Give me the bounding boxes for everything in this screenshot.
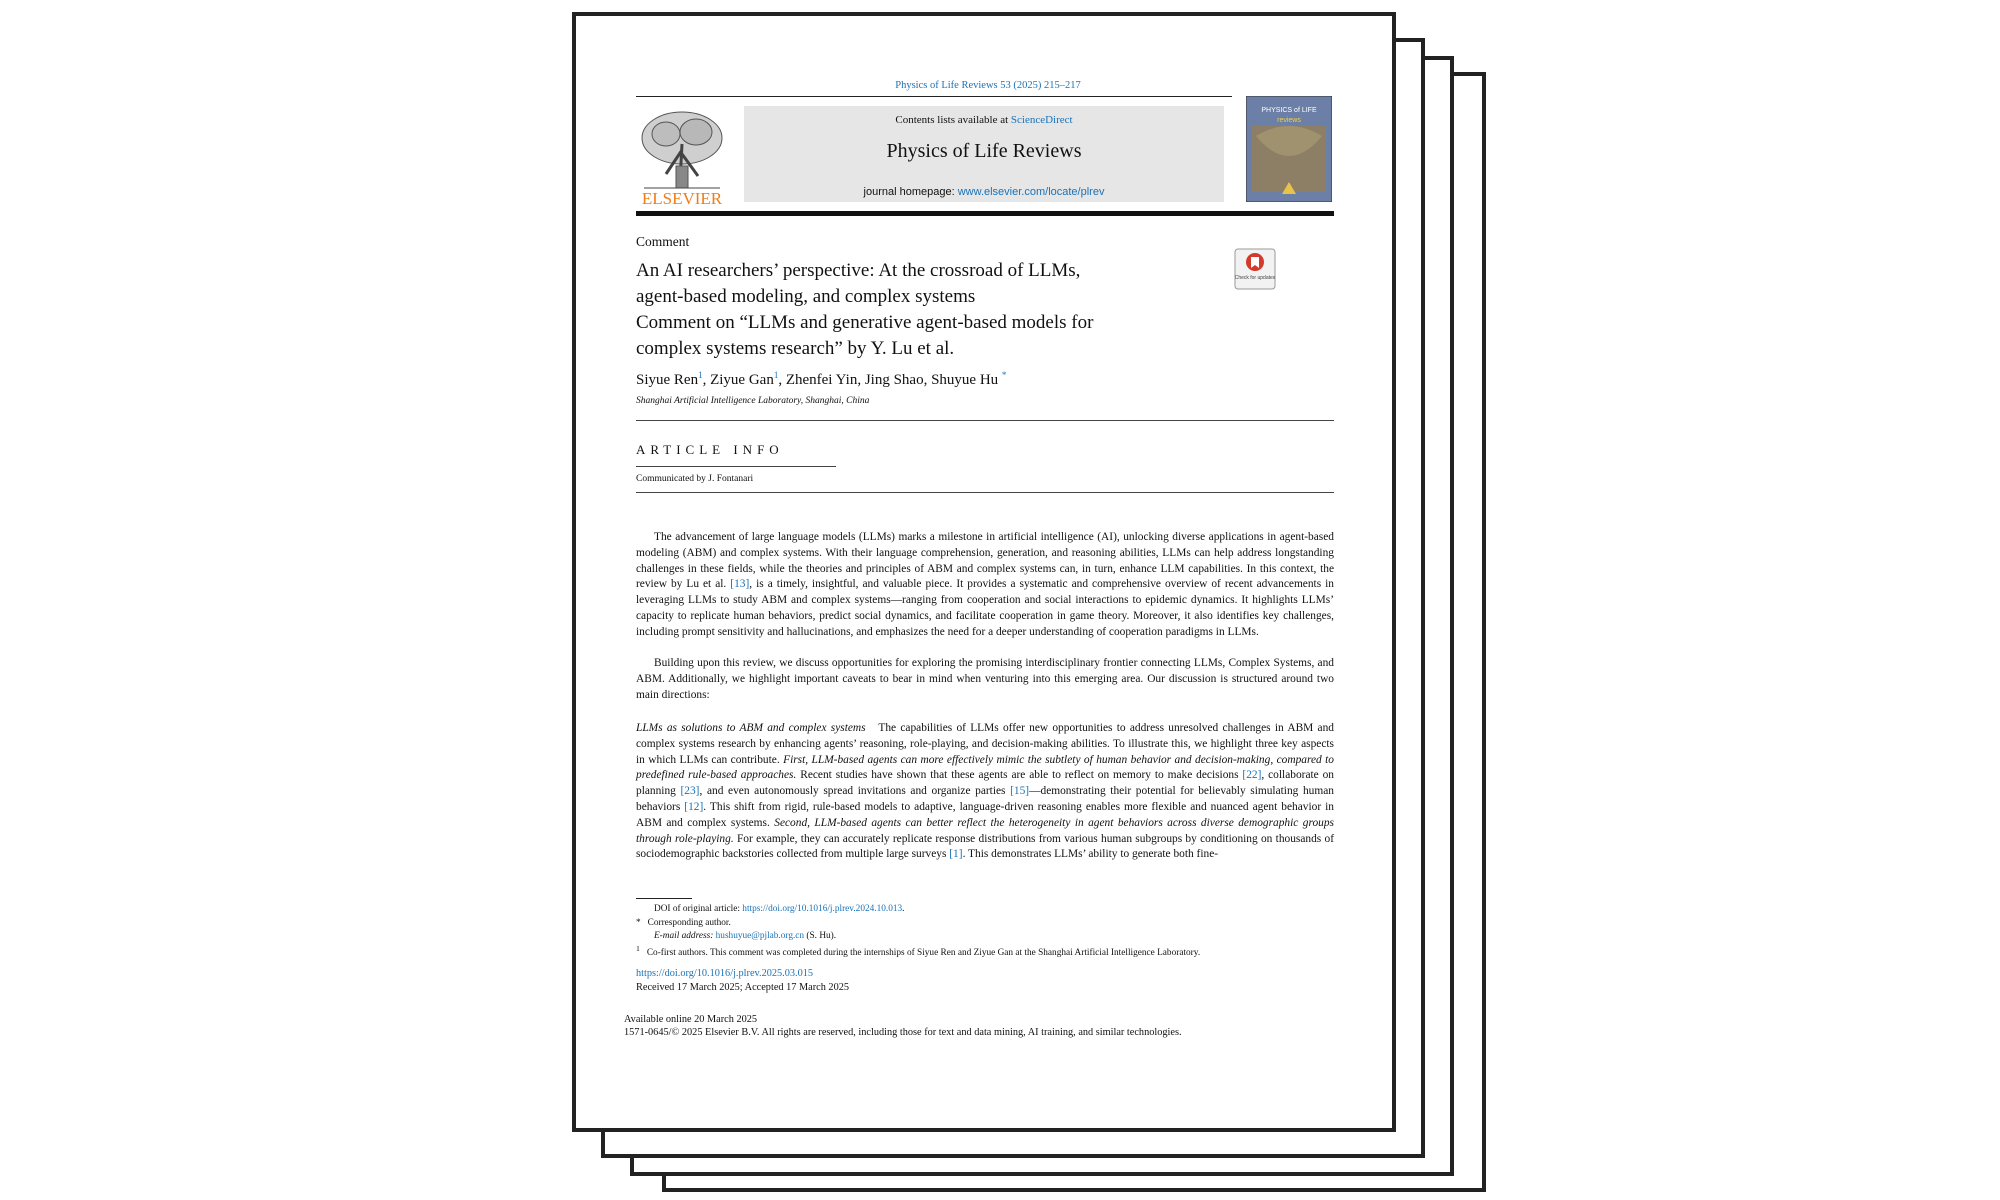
received-accepted-dates: Received 17 March 2025; Accepted 17 March 2025 <box>636 982 850 993</box>
affiliation: Shanghai Artificial Intelligence Laboratory, Shanghai, China <box>636 396 870 406</box>
author-name[interactable]: Siyue Ren <box>636 372 699 388</box>
original-article-doi-link[interactable]: https://doi.org/10.1016/j.plrev.2024.10.013 <box>742 904 903 914</box>
title-line: Comment on “LLMs and generative agent-based models for <box>636 312 1094 333</box>
header-rule <box>636 96 1232 97</box>
body-paragraph-3: LLMs as solutions to ABM and complex systems The capabilities of LLMs offer new opportunities to address unresolved challenges in ABM and complex systems research by enhancing agents’ reasoning, role-playing, and decision-making abilities. To illustrate this, we highlight three key aspects in which LLMs can contribute. First, LLM-based agents can more effectively mimic the subtlety of human behavior and decision-making, compared to predefined rule-based approaches. Recent studies have shown that these agents are able to reflect on memory to make decisions [22], collaborate on planning [23], and even autonomously spread invitations and organize parties [15]—demonstrating their potential for believably simulating human behaviors [12]. This shift from rigid, rule-based models to adaptive, language-driven reasoning enables more flexible and nuanced agent behavior in ABM and complex systems. Second, LLM-based agents can better reflect the heterogeneity in agent behaviors across diverse demographic groups through role-playing. For example, they can accurately replicate response distributions from various human subgroups by conditioning on thousands of sociodemographic backstories collected from multiple large surveys [1]. This demonstrates LLMs’ ability to generate both fine- <box>636 722 1334 861</box>
citation-ref[interactable]: [15] <box>1010 785 1030 798</box>
citation-ref[interactable]: [23] <box>680 785 700 798</box>
citation-ref[interactable]: [13] <box>730 578 750 591</box>
corresponding-author-mark[interactable]: * <box>1001 370 1007 380</box>
title-line: agent-based modeling, and complex systems <box>636 286 976 307</box>
header-thick-rule <box>636 211 1334 216</box>
author-footnote-mark[interactable]: 1 <box>773 370 779 380</box>
sciencedirect-link[interactable]: ScienceDirect <box>1010 114 1073 126</box>
body-paragraph-2: Building upon this review, we discuss opportunities for exploring the promising interdisciplinary frontier connecting LLMs, Complex Systems, and ABM. Additionally, we highlight important caveats to bear in mind when venturing into this emerging area. Our discussion is structured around two main directions: <box>636 657 1334 701</box>
footnote-original-doi: DOI of original article: https://doi.org/10.1016/j.plrev.2024.10.013. <box>654 904 905 914</box>
author-name[interactable]: Ziyue Gan <box>710 372 774 388</box>
journal-cover-thumbnail <box>1246 96 1332 202</box>
email-link[interactable]: hushuyue@pjlab.org.cn <box>715 931 805 941</box>
elsevier-logo <box>636 104 728 206</box>
journal-homepage-link[interactable]: www.elsevier.com/locate/plrev <box>957 186 1105 198</box>
author-names[interactable]: Zhenfei Yin, Jing Shao, Shuyue Hu <box>785 372 999 388</box>
check-updates-icon <box>1234 248 1276 290</box>
author-footnote-mark[interactable]: 1 <box>698 370 703 380</box>
footnote-corresponding: * Corresponding author. <box>636 918 731 928</box>
article-type: Comment <box>636 234 690 249</box>
journal-homepage-line: journal homepage: www.elsevier.com/locate/plrev <box>863 186 1105 198</box>
check-updates-label: Check for updates <box>1234 275 1276 281</box>
article-doi-link[interactable]: https://doi.org/10.1016/j.plrev.2025.03.015 <box>636 968 814 979</box>
contents-available-line: Contents lists available at ScienceDirect <box>895 114 1073 126</box>
citation-ref[interactable]: [12] <box>684 800 704 813</box>
body-paragraph-1: The advancement of large language models (LLMs) marks a milestone in artificial intelligence (AI), unlocking diverse applications in agent-based modeling (ABM) and complex systems. With their language comprehension, generation, and reasoning abilities, LLMs can help address longstanding challenges in these fields, while the theories and principles of ABM and complex systems can, in turn, enhance LLM capabilities. In this context, the review by Lu et al. [13], is a timely, insightful, and valuable piece. It provides a systematic and comprehensive overview of recent advancements in leveraging LLMs to study ABM and complex systems—ranging from cooperation and social interactions to epidemic dynamics. It highlights LLMs’ capacity to replicate human behaviors, predict social dynamics, and facilitate cooperation in game theory. Moreover, it also identifies key challenges, including prompt sensitivity and hallucinations, and emphasizes the need for a deeper understanding of cooperation paradigms in LLMs. <box>636 531 1334 638</box>
paragraph-run-in-heading: LLMs as solutions to ABM and complex systems <box>636 722 866 734</box>
elsevier-tree-icon <box>636 104 728 206</box>
citation-ref[interactable]: [22] <box>1242 769 1262 782</box>
title-line: An AI researchers’ perspective: At the crossroad of LLMs, <box>636 260 1081 281</box>
journal-header-box <box>744 106 1224 202</box>
cover-title-line-1: PHYSICS of LIFE <box>1261 107 1317 114</box>
copyright-notice: 1571-0645/© 2025 Elsevier B.V. All rights are reserved, including those for text and data mining, AI training, and similar technologies. <box>624 1027 1182 1038</box>
communicated-by: Communicated by J. Fontanari <box>636 474 754 484</box>
footnote-cofirst: $^1$ Co-first authors. This comment was completed during the internships of Siyue Ren and Ziyue Gan at the Shanghai Artificial Intelligence Laboratory. <box>636 944 1201 959</box>
article-info-rule <box>636 466 836 467</box>
journal-title: Physics of Life Reviews <box>886 140 1082 162</box>
paper-first-page <box>572 12 1396 1132</box>
article-title <box>636 258 1196 362</box>
section-rule <box>636 420 1334 421</box>
section-rule <box>636 492 1334 493</box>
check-for-updates-button[interactable] <box>1234 248 1276 290</box>
journal-citation[interactable]: Physics of Life Reviews 53 (2025) 215–217 <box>895 80 1081 91</box>
journal-cover-image <box>1246 96 1332 202</box>
cover-title-line-2: reviews <box>1277 117 1301 124</box>
available-online-date: Available online 20 March 2025 <box>624 1014 758 1025</box>
footnote-rule <box>636 898 692 899</box>
footnote-email: E-mail address: hushuyue@pjlab.org.cn (S. Hu). <box>654 931 837 941</box>
citation-ref[interactable]: [1] <box>949 848 963 861</box>
article-info-heading: ARTICLE INFO <box>636 442 784 457</box>
author-list: Siyue Ren$^1$, Ziyue Gan$^1$, Zhenfei Yin, Jing Shao, Shuyue Hu * <box>636 370 1007 388</box>
title-line: complex systems research” by Y. Lu et al. <box>636 338 955 359</box>
elsevier-wordmark: ELSEVIER <box>641 189 723 206</box>
